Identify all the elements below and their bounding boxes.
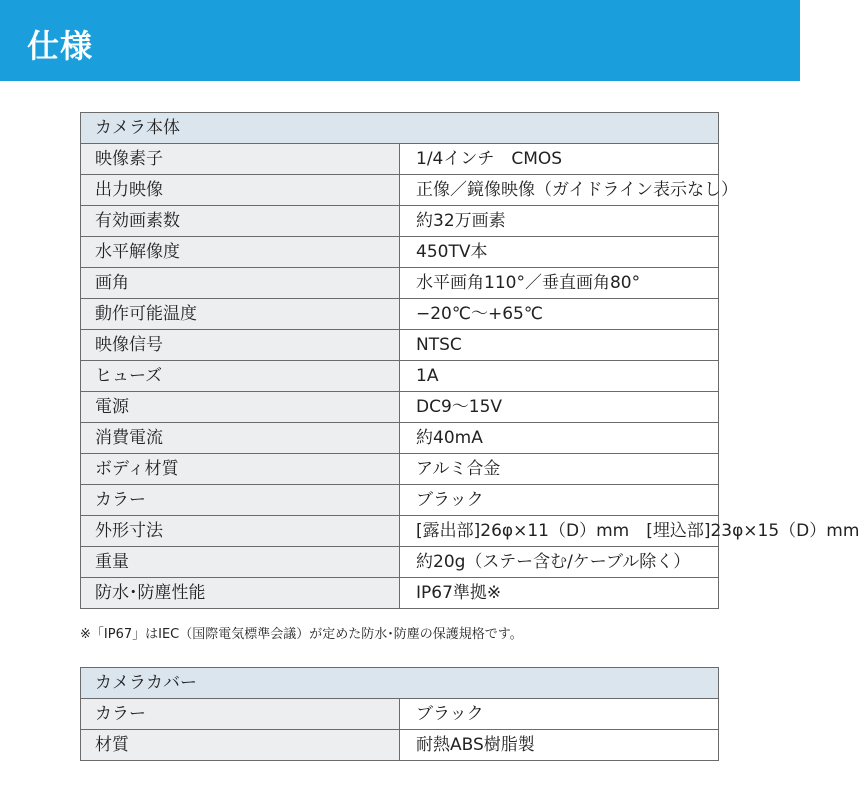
row-label: 防水･防塵性能 — [81, 578, 400, 609]
row-value: ブラック — [400, 699, 719, 730]
row-label: カラー — [81, 485, 400, 516]
row-label: 動作可能温度 — [81, 299, 400, 330]
table-row — [81, 578, 719, 609]
row-label: 電源 — [81, 392, 400, 423]
row-label: 材質 — [81, 730, 400, 761]
row-value: 約20g（ステー含む/ケーブル除く） — [400, 547, 719, 578]
row-value: NTSC — [400, 330, 719, 361]
row-label: 映像信号 — [81, 330, 400, 361]
section-title-camera-body: カメラ本体 — [81, 113, 719, 144]
table-section-header — [81, 113, 719, 144]
row-label: 画角 — [81, 268, 400, 299]
row-value: IP67準拠※ — [400, 578, 719, 609]
row-label: 重量 — [81, 547, 400, 578]
table-row — [81, 547, 719, 578]
table-row — [81, 237, 719, 268]
table-row — [81, 144, 719, 175]
table-row — [81, 361, 719, 392]
row-value: [露出部]26φ×11（D）mm [埋込部]23φ×15（D）mm — [400, 516, 719, 547]
row-value: 水平画角110°／垂直画角80° — [400, 268, 719, 299]
page-title: 仕様 — [27, 27, 94, 65]
row-value: DC9〜15V — [400, 392, 719, 423]
row-value: アルミ合金 — [400, 454, 719, 485]
row-label: 消費電流 — [81, 423, 400, 454]
table-row — [81, 268, 719, 299]
row-label: 有効画素数 — [81, 206, 400, 237]
table-row — [81, 175, 719, 206]
table-row — [81, 454, 719, 485]
footnote: ※「IP67」はIEC（国際電気標準会議）が定めた防水･防塵の保護規格です。 — [80, 627, 523, 642]
section-title-camera-cover: カメラカバー — [81, 668, 719, 699]
camera-cover-spec-table — [80, 667, 719, 761]
row-value: 1/4インチ CMOS — [400, 144, 719, 175]
row-label: カラー — [81, 699, 400, 730]
table-row — [81, 699, 719, 730]
table-row — [81, 299, 719, 330]
table-row — [81, 330, 719, 361]
row-value: 約40mA — [400, 423, 719, 454]
table-row — [81, 423, 719, 454]
row-label: ボディ材質 — [81, 454, 400, 485]
table-row — [81, 730, 719, 761]
table-row — [81, 206, 719, 237]
row-label: 映像素子 — [81, 144, 400, 175]
row-label: 外形寸法 — [81, 516, 400, 547]
row-value: −20℃〜+65℃ — [400, 299, 719, 330]
row-value: 約32万画素 — [400, 206, 719, 237]
camera-body-spec-table — [80, 112, 859, 609]
row-value: 450TV本 — [400, 237, 719, 268]
row-label: 出力映像 — [81, 175, 400, 206]
row-value: 耐熱ABS樹脂製 — [400, 730, 719, 761]
row-value: 正像／鏡像映像（ガイドライン表示なし） — [400, 175, 719, 206]
row-label: 水平解像度 — [81, 237, 400, 268]
table-row — [81, 485, 719, 516]
table-section-header — [81, 668, 719, 699]
row-value: ブラック — [400, 485, 719, 516]
row-value: 1A — [400, 361, 719, 392]
row-label: ヒューズ — [81, 361, 400, 392]
table-row — [81, 392, 719, 423]
header-bar — [0, 0, 800, 81]
table-row — [81, 516, 719, 547]
